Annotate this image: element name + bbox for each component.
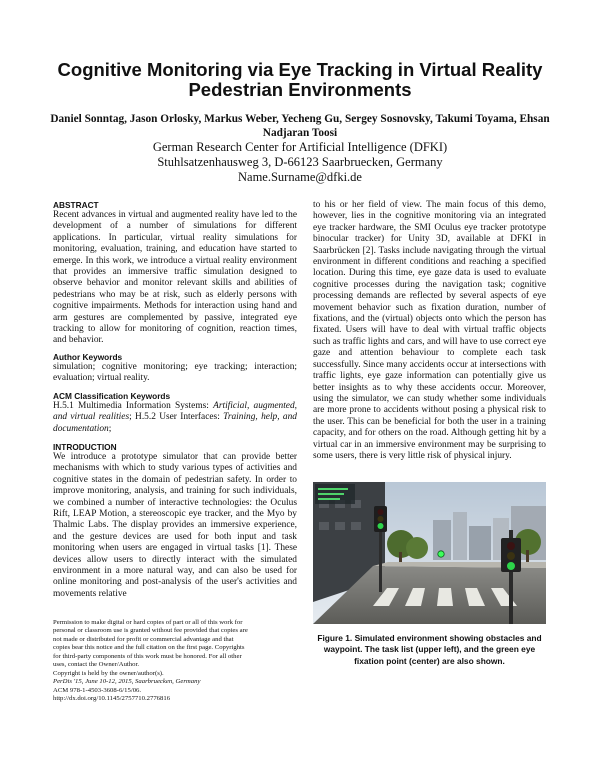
permission-line: uses, contact the Owner/Author. (53, 661, 139, 669)
keywords-section (53, 352, 297, 385)
abstract-heading: ABSTRACT (53, 200, 99, 210)
affiliation-org: German Research Center for Artificial Intelligence (DFKI) (152, 140, 448, 154)
body-text-right (313, 200, 546, 462)
acm-text-part1: H.5.1 Multimedia Information Systems: (53, 401, 214, 411)
permission-line: ACM 978-1-4503-3608-6/15/06. (53, 686, 142, 694)
body-paragraph: to his or her field of view. The main focus of this demo, however, lies in the cognitive monitoring via an integrated eye tracker hardware, the SMI Oculus eye tracker prototype binocular tracker) for Unity 3D, available at DFKI in Saarbrücken [2]. Tasks include navigating through the virtual environment in different conditions and reaching a specified location. During this time, eye gaze data is used to evaluate cognitive processes during the navigation task; cognitive processing demands are reflected by several aspects of eye movement behavior such as fixation duration, number of fixations, and the (virtual) objects onto which the person has fixated. Users will have to deal with virtual traffic objects such as traffic lights and cars, and will have to use correct eye gaze and attention behaviour to complete each task successfully. Since many accidents occur at intersections with traffic lights, eye gaze information can potentially give us better insights as to why these accidents occur. Moreover, using the simulator, we can study whether some individuals are more prone to accidents without posing a physical risk to the user. This can be beneficial for both the user in a training capacity, and for others on the road. Although getting hit by a virtual car in an immersive environment may be surprising to some users, there is very little risk of physical injury. (313, 200, 546, 461)
simulation-screenshot (313, 482, 546, 624)
keywords-text: simulation; cognitive monitoring; eye tracking; interaction; evaluation; virtual reality. (53, 362, 297, 384)
acm-text-end: ; (108, 423, 112, 434)
introduction-section (53, 442, 297, 600)
author-list: Daniel Sonntag, Jason Orlosky, Markus Weber, Yecheng Gu, Sergey Sosnovsky, Takumi Toyama, Ehsan Nadjaran Toosi (50, 113, 550, 139)
acm-text (53, 401, 297, 435)
permission-line: Copyright is held by the owner/author(s). (53, 669, 164, 677)
abstract-section (53, 200, 297, 347)
permission-line: for third-party components of this work must be honored. For all other (53, 652, 242, 660)
abstract-text: Recent advances in virtual and augmented reality have led to the development of a number of simulations for different applications. In particular, virtual reality simulations for monitoring, evaluation, training, and education have started to emerge. In this work, we introduce a virtual reality environment that provides an immersive traffic simulation designed to observe behavior and monitor relevant skills and abilities of pedestrians who may be at risk, such as elderly persons with cognitive impairments. Methods for interaction using hand and arm gestures are complemented by passive, integrated eye tracking to allow for monitoring of cognition, reaction times, and behavior. (53, 210, 297, 346)
introduction-heading: INTRODUCTION (53, 442, 117, 452)
acm-text-part1-italic: Artificial, augmented, and virtual realities (53, 401, 297, 423)
permission-line: personal or classroom use is granted without fee provided that copies are (53, 627, 248, 635)
permission-line: not made or distributed for profit or commercial advantage and that (53, 635, 234, 643)
city-scene-illustration (313, 482, 546, 624)
acm-text-part2-italic: Training, help, and documentation (53, 412, 297, 434)
acm-section (53, 391, 297, 435)
acm-text-part2: ; H.5.2 User Interfaces: (129, 412, 224, 423)
introduction-text: We introduce a prototype simulator that can provide better mechanisms with which to study various types of activities and cognitive states in the domain of pedestrian safety. In order to improve monitoring, analysis, and training for such individuals, we combined a number of interactive technologies: the Oculus Rift, LEAP Motion, a stereoscopic eye tracker, and the Myo by Thalmic Labs. The display provides an immersive experience, and the gesture devices are used for both input and task monitoring when users are engaged in virtual tasks [1]. These devices allow users to directly interact with the simulated environment in a more natural way, and can also be used for online monitoring and post-analysis of the user's activities and movements relative (53, 452, 297, 599)
permission-line: http://dx.doi.org/10.1145/2757710.2776816 (53, 695, 171, 703)
permission-line: Permission to make digital or hard copies of part or all of this work for (53, 619, 243, 626)
permission-block (53, 619, 296, 704)
permission-line: PerDis '15, June 10-12, 2015, Saarbruecken, Germany (53, 678, 201, 686)
keywords-heading: Author Keywords (53, 352, 123, 362)
figure-caption: Figure 1. Simulated environment showing obstacles and waypoint. The task list (upper left), and the green eye fixation point (center) are also shown. (317, 633, 542, 666)
affiliation-email: Name.Surname@dfki.de (238, 170, 362, 184)
affiliation-address: Stuhlsatzenhausweg 3, D-66123 Saarbruecken, Germany (157, 155, 443, 169)
acm-heading: ACM Classification Keywords (53, 391, 171, 401)
permission-line: copies bear this notice and the full citation on the first page. Copyrights (53, 644, 245, 652)
paper-title: Cognitive Monitoring via Eye Tracking in Virtual Reality Pedestrian Environments (57, 59, 543, 100)
